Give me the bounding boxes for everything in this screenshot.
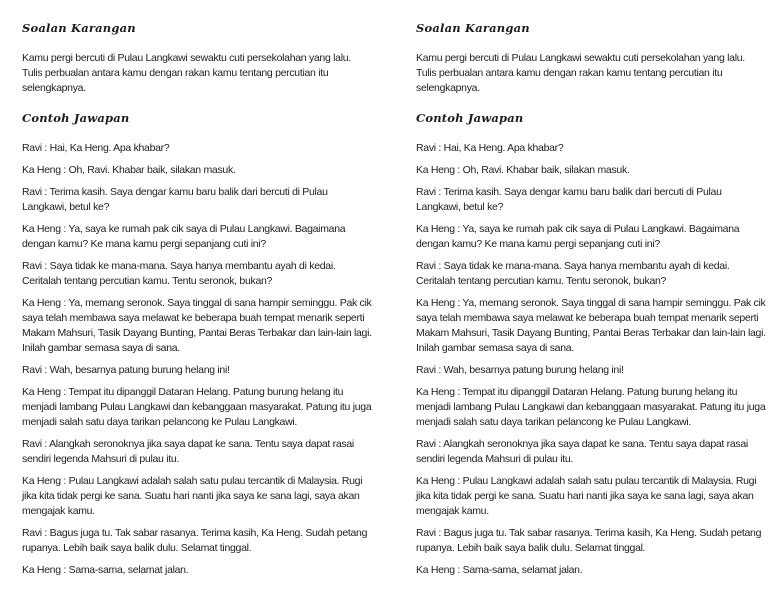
dialogue-line: Ravi : Alangkah seronoknya jika saya dapat ke sana. Tentu saya dapat rasai sendiri legenda Mahsuri di pulau itu.: [416, 438, 748, 465]
dialogue-list: [22, 141, 372, 578]
column-right: [416, 21, 766, 594]
dialogue-line: Ka Heng : Sama-sama, selamat jalan.: [22, 564, 189, 576]
dialogue-line: Ka Heng : Tempat itu dipanggil Dataran Helang. Patung burung helang itu menjadi lambang Pulau Langkawi dan kebanggaan masyarakat. Patung itu juga menjadi salah satu daya tarikan pelancong ke Pulau Langkawi.: [416, 386, 766, 428]
dialogue-line: Ka Heng : Ya, memang seronok. Saya tinggal di sana hampir seminggu. Pak cik saya telah membawa saya melawat ke beberapa buah tempat menarik seperti Makam Mahsuri, Tasik Dayang Bunting, Pantai Beras Terbakar dan lain-lain lagi. Inilah gambar semasa saya di sana.: [416, 297, 766, 354]
question-text: Kamu pergi bercuti di Pulau Langkawi sewaktu cuti persekolahan yang lalu. Tulis perbualan antara kamu dengan rakan kamu tentang percutian itu selengkapnya.: [416, 52, 745, 94]
dialogue-line: Ka Heng : Ya, saya ke rumah pak cik saya di Pulau Langkawi. Bagaimana dengan kamu? Ke mana kamu pergi sepanjang cuti ini?: [22, 223, 346, 250]
dialogue-line: Ravi : Terima kasih. Saya dengar kamu baru balik dari bercuti di Pulau Langkawi, betul ke?: [416, 186, 722, 213]
question-heading: Soalan Karangan: [416, 21, 530, 35]
spacer: [22, 43, 372, 51]
dialogue-line: Ka Heng : Ya, saya ke rumah pak cik saya di Pulau Langkawi. Bagaimana dengan kamu? Ke mana kamu pergi sepanjang cuti ini?: [416, 223, 740, 250]
dialogue-line: Ka Heng : Oh, Ravi. Khabar baik, silakan masuk.: [22, 164, 236, 176]
question-text: Kamu pergi bercuti di Pulau Langkawi sewaktu cuti persekolahan yang lalu. Tulis perbualan antara kamu dengan rakan kamu tentang percutian itu selengkapnya.: [22, 52, 351, 94]
spacer: [416, 133, 766, 141]
dialogue-line: Ka Heng : Pulau Langkawi adalah salah satu pulau tercantik di Malaysia. Rugi jika kita tidak pergi ke sana. Suatu hari nanti jika saya ke sana lagi, saya akan mengajak kamu.: [416, 475, 757, 517]
dialogue-list: [416, 141, 766, 578]
dialogue-line: Ka Heng : Pulau Langkawi adalah salah satu pulau tercantik di Malaysia. Rugi jika kita tidak pergi ke sana. Suatu hari nanti jika saya ke sana lagi, saya akan mengajak kamu.: [22, 475, 363, 517]
dialogue-line: Ravi : Terima kasih. Saya dengar kamu baru balik dari bercuti di Pulau Langkawi, betul ke?: [22, 186, 328, 213]
dialogue-line: Ravi : Wah, besarnya patung burung helang ini!: [22, 364, 230, 376]
dialogue-line: Ravi : Wah, besarnya patung burung helang ini!: [416, 364, 624, 376]
dialogue-line: Ravi : Hai, Ka Heng. Apa khabar?: [416, 142, 564, 154]
dialogue-line: Ravi : Saya tidak ke mana-mana. Saya hanya membantu ayah di kedai. Ceritalah tentang percutian kamu. Tentu seronok, bukan?: [22, 260, 336, 287]
dialogue-line: Ravi : Bagus juga tu. Tak sabar rasanya. Terima kasih, Ka Heng. Sudah petang rupanya. Lebih baik saya balik dulu. Selamat tinggal.: [416, 527, 762, 554]
dialogue-line: Ravi : Saya tidak ke mana-mana. Saya hanya membantu ayah di kedai. Ceritalah tentang percutian kamu. Tentu seronok, bukan?: [416, 260, 730, 287]
dialogue-line: Ka Heng : Ya, memang seronok. Saya tinggal di sana hampir seminggu. Pak cik saya telah membawa saya melawat ke beberapa buah tempat menarik seperti Makam Mahsuri, Tasik Dayang Bunting, Pantai Beras Terbakar dan lain-lain lagi. Inilah gambar semasa saya di sana.: [22, 297, 372, 354]
dialogue-line: Ka Heng : Oh, Ravi. Khabar baik, silakan masuk.: [416, 164, 630, 176]
spacer: [22, 103, 372, 111]
dialogue-line: Ravi : Hai, Ka Heng. Apa khabar?: [22, 142, 170, 154]
column-left: [22, 21, 372, 594]
question-heading: Soalan Karangan: [22, 21, 136, 35]
spacer: [416, 43, 766, 51]
answer-heading: Contoh Jawapan: [22, 111, 130, 125]
dialogue-line: Ka Heng : Tempat itu dipanggil Dataran Helang. Patung burung helang itu menjadi lambang Pulau Langkawi dan kebanggaan masyarakat. Patung itu juga menjadi salah satu daya tarikan pelancong ke Pulau Langkawi.: [22, 386, 372, 428]
answer-heading: Contoh Jawapan: [416, 111, 524, 125]
dialogue-line: Ravi : Alangkah seronoknya jika saya dapat ke sana. Tentu saya dapat rasai sendiri legenda Mahsuri di pulau itu.: [22, 438, 354, 465]
spacer: [22, 133, 372, 141]
spacer: [416, 103, 766, 111]
dialogue-line: Ka Heng : Sama-sama, selamat jalan.: [416, 564, 583, 576]
dialogue-line: Ravi : Bagus juga tu. Tak sabar rasanya. Terima kasih, Ka Heng. Sudah petang rupanya. Lebih baik saya balik dulu. Selamat tinggal.: [22, 527, 368, 554]
